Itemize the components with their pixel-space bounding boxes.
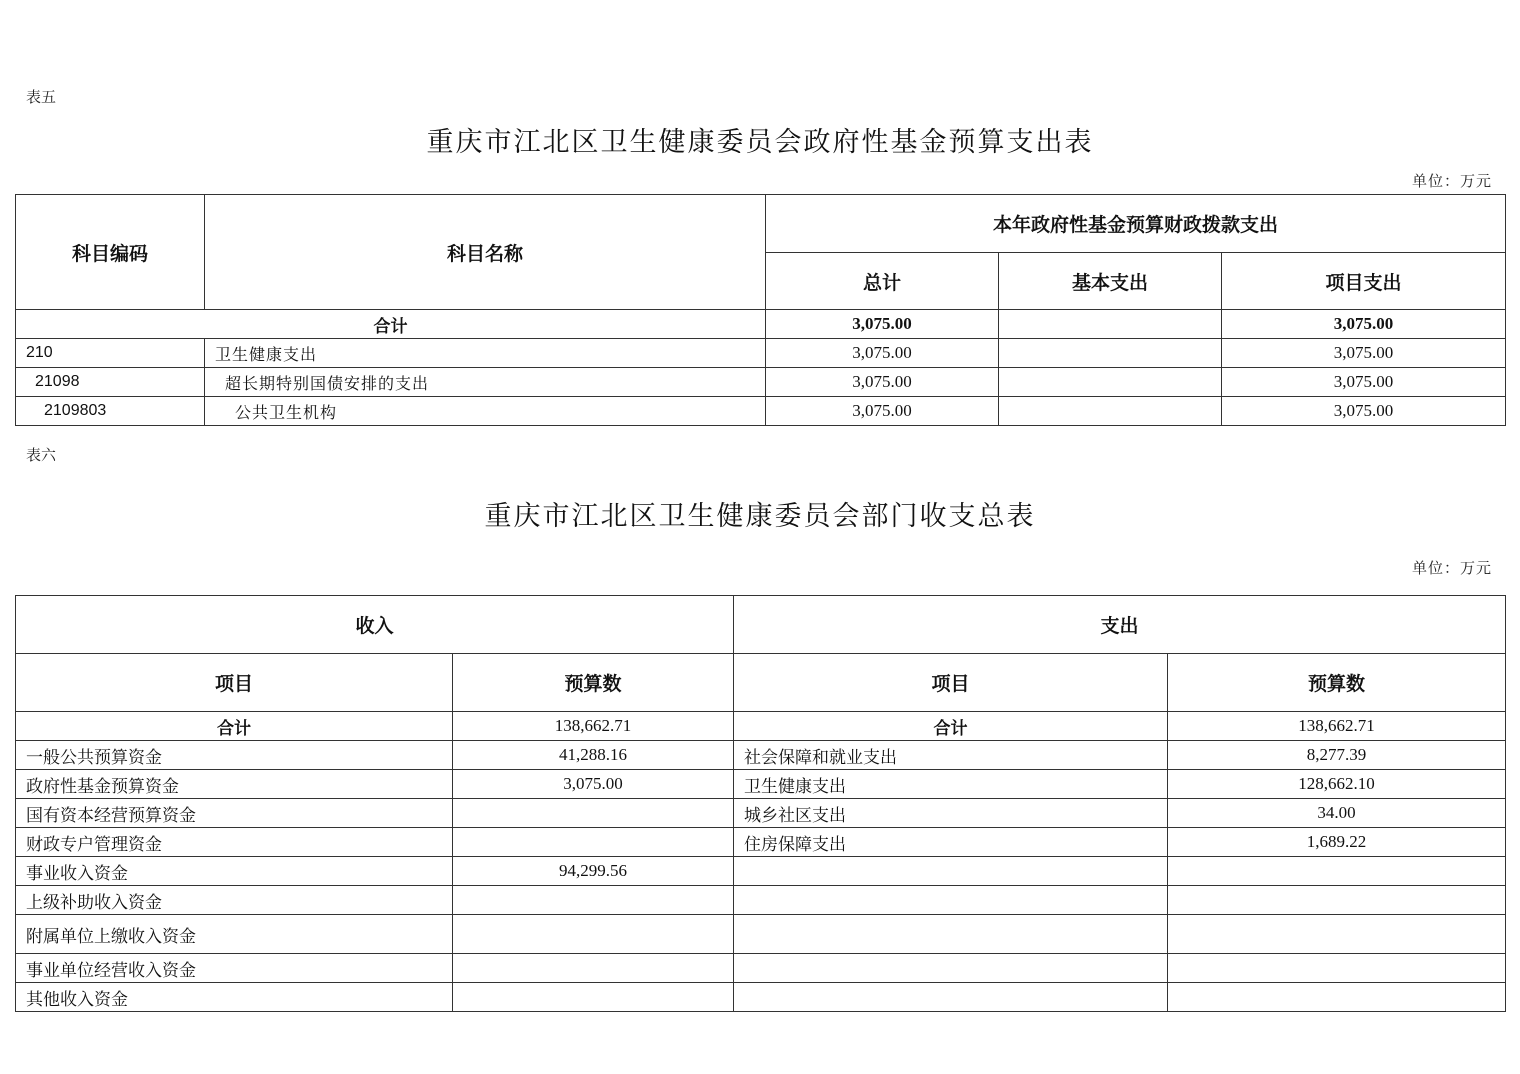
- row-code: 2109803: [16, 397, 205, 426]
- header-income: 收入: [16, 596, 734, 654]
- expense-amount: [1168, 915, 1506, 954]
- header-expense-item: 项目: [734, 654, 1168, 712]
- income-item: 财政专户管理资金: [16, 828, 453, 857]
- row-name: 公共卫生机构: [205, 397, 766, 426]
- header-project: 项目支出: [1222, 253, 1506, 310]
- row-code: 21098: [16, 368, 205, 397]
- table6: [15, 595, 1506, 1012]
- header-total: 总计: [766, 253, 999, 310]
- table5-unit: 单位：万元: [1411, 172, 1492, 190]
- table5-tag: 表五: [26, 88, 57, 106]
- income-amount: 94,299.56: [453, 857, 734, 886]
- expense-item: 城乡社区支出: [734, 799, 1168, 828]
- expense-amount: 1,689.22: [1168, 828, 1506, 857]
- income-amount: [453, 954, 734, 983]
- total-expense-label: 合计: [734, 712, 1168, 741]
- expense-item: [734, 954, 1168, 983]
- table-row: [16, 857, 1506, 886]
- header-income-item: 项目: [16, 654, 453, 712]
- income-item: 其他收入资金: [16, 983, 453, 1012]
- total-project: 3,075.00: [1222, 310, 1506, 339]
- row-project: 3,075.00: [1222, 368, 1506, 397]
- table5: [15, 194, 1506, 426]
- expense-amount: [1168, 954, 1506, 983]
- table-row-total: [16, 712, 1506, 741]
- row-code: 210: [16, 339, 205, 368]
- table-row: [16, 799, 1506, 828]
- expense-amount: [1168, 983, 1506, 1012]
- row-name: 卫生健康支出: [205, 339, 766, 368]
- expense-item: 卫生健康支出: [734, 770, 1168, 799]
- table-row: [16, 954, 1506, 983]
- row-basic: [999, 397, 1222, 426]
- expense-amount: 128,662.10: [1168, 770, 1506, 799]
- income-item: 国有资本经营预算资金: [16, 799, 453, 828]
- expense-amount: 34.00: [1168, 799, 1506, 828]
- expense-item: [734, 886, 1168, 915]
- table-row-total: [16, 310, 1506, 339]
- header-name: 科目名称: [205, 195, 766, 310]
- row-basic: [999, 339, 1222, 368]
- expense-amount: [1168, 886, 1506, 915]
- header-group: 本年政府性基金预算财政拨款支出: [766, 195, 1506, 253]
- table6-title: 重庆市江北区卫生健康委员会部门收支总表: [484, 501, 1036, 532]
- row-name: 超长期特别国债安排的支出: [205, 368, 766, 397]
- header-basic: 基本支出: [999, 253, 1222, 310]
- income-amount: 41,288.16: [453, 741, 734, 770]
- header-expense-amount: 预算数: [1168, 654, 1506, 712]
- table-row: [16, 397, 1506, 426]
- income-item: 上级补助收入资金: [16, 886, 453, 915]
- income-amount: [453, 886, 734, 915]
- total-expense-amount: 138,662.71: [1168, 712, 1506, 741]
- table6-tag: 表六: [26, 446, 57, 464]
- income-amount: [453, 983, 734, 1012]
- table-row: [16, 886, 1506, 915]
- expense-item: 住房保障支出: [734, 828, 1168, 857]
- row-basic: [999, 368, 1222, 397]
- table-row: [16, 915, 1506, 954]
- row-project: 3,075.00: [1222, 339, 1506, 368]
- expense-amount: [1168, 857, 1506, 886]
- income-amount: [453, 828, 734, 857]
- expense-item: [734, 983, 1168, 1012]
- expense-amount: 8,277.39: [1168, 741, 1506, 770]
- total-income-amount: 138,662.71: [453, 712, 734, 741]
- table-row: [16, 828, 1506, 857]
- table-row: [16, 983, 1506, 1012]
- table-row: [16, 339, 1506, 368]
- income-amount: [453, 799, 734, 828]
- row-total: 3,075.00: [766, 397, 999, 426]
- income-item: 一般公共预算资金: [16, 741, 453, 770]
- table-row: [16, 770, 1506, 799]
- row-total: 3,075.00: [766, 339, 999, 368]
- expense-item: [734, 857, 1168, 886]
- row-project: 3,075.00: [1222, 397, 1506, 426]
- income-item: 事业单位经营收入资金: [16, 954, 453, 983]
- header-expense: 支出: [734, 596, 1506, 654]
- total-total: 3,075.00: [766, 310, 999, 339]
- total-income-label: 合计: [16, 712, 453, 741]
- table6-unit: 单位：万元: [1411, 559, 1492, 577]
- expense-item: 社会保障和就业支出: [734, 741, 1168, 770]
- income-item: 事业收入资金: [16, 857, 453, 886]
- income-amount: 3,075.00: [453, 770, 734, 799]
- total-label: 合计: [16, 310, 766, 339]
- expense-item: [734, 915, 1168, 954]
- header-income-amount: 预算数: [453, 654, 734, 712]
- income-item: 政府性基金预算资金: [16, 770, 453, 799]
- row-total: 3,075.00: [766, 368, 999, 397]
- table5-title: 重庆市江北区卫生健康委员会政府性基金预算支出表: [426, 127, 1094, 158]
- income-item: 附属单位上缴收入资金: [16, 915, 453, 954]
- total-basic: [999, 310, 1222, 339]
- header-code: 科目编码: [16, 195, 205, 310]
- table-row: [16, 368, 1506, 397]
- income-amount: [453, 915, 734, 954]
- table-row: [16, 741, 1506, 770]
